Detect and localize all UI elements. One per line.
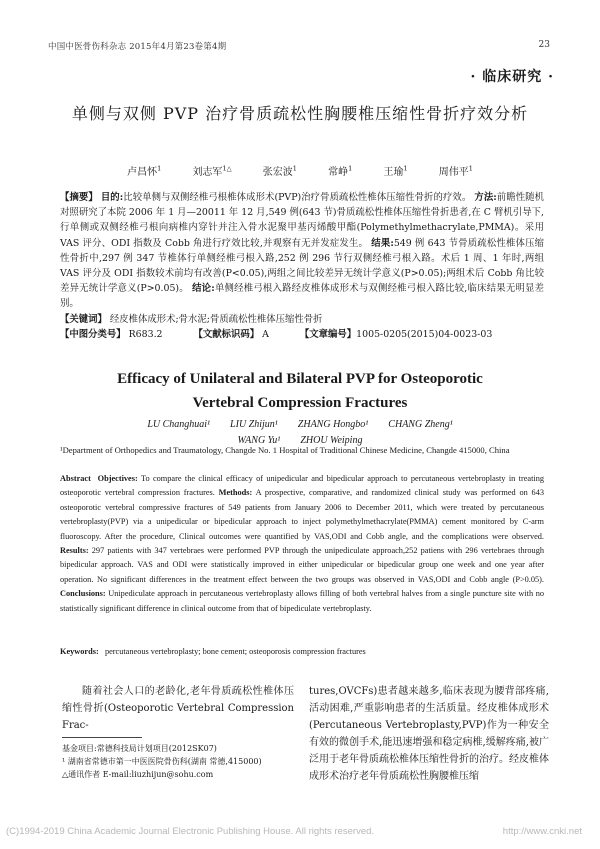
running-head: 中国中医骨伤科杂志 2015年4月第23卷第4期 xyxy=(48,42,227,52)
footnote-divider xyxy=(62,737,142,738)
cnki-link[interactable]: http://www.cnki.net xyxy=(502,826,582,837)
en-keywords: Keywords: percutaneous vertebroplasty; bone cement; osteoporosis compression fractures xyxy=(60,647,366,656)
body-column-right: tures,OVCFs)患者越来越多,临床表现为腰背部疼痛,活动困难,严重影响患者的生活质量。经皮椎体成形术(Percutaneous Vertebroplasty,PVP)作为一种安全有效的微创手术,能迅速增强和稳定病椎,缓解疼痛,被广泛用于老年骨质疏松椎体压缩性骨折的治疗。经皮椎体成形术治疗老年骨质疏松性胸腰椎压缩 xyxy=(309,686,549,782)
en-authors: LU Changhuai¹ LIU Zhijun¹ ZHANG Hongbo¹ CHANG Zheng¹ WANG Yu¹ ZHOU Weiping xyxy=(147,419,453,446)
cn-keywords: 【关键词】 经皮椎体成形术;骨水泥;骨质疏松性椎体压缩性骨折 xyxy=(60,313,323,325)
author: 王瑜$^1$ xyxy=(383,164,408,178)
page-number: 23 xyxy=(538,40,550,50)
en-title: Efficacy of Unilateral and Bilateral PVP for Osteoporotic Vertebral Compression Fractures xyxy=(117,371,483,411)
body-column-left: 随着社会人口的老龄化,老年骨质疏松性椎体压缩性骨折(Osteoporotic Vertebral Compression Frac- xyxy=(62,686,294,731)
footnotes: 基金项目:常德科技局计划项目(2012SK07) ¹ 湖南省常德市第一中医医院骨伤科(湖南 常德,415000) △通讯作者 E-mail:liuzhijun@sohu.com xyxy=(62,744,262,779)
author: 卢昌怀$^1$ xyxy=(127,164,162,178)
author: 张宏波$^1$ xyxy=(262,164,297,178)
affiliation: ¹Department of Orthopedics and Traumatology, Changde No. 1 Hospital of Traditional Chinese Medicine, Changde 415000, China xyxy=(60,445,510,455)
cn-abstract-body: 【摘要】 目的:比较单侧与双侧经椎弓根椎体成形术(PVP)治疗骨质疏松性椎体压缩性骨折的疗效。 方法:前瞻性随机对照研究了本院 2006 年 1 月—20011 年 12 月,549 例(643 节)骨质疏松性椎体压缩性骨折患者,在 C 臂机引导下,行单侧或双侧经椎弓根向病椎内穿针并注入骨水泥聚甲基丙烯酸甲酯(Polymethylmethacrylate,PMMA)。采用 VAS 评分、ODI 指数及 Cobb 角进行疗效比较,并观察有无并发症发生。 结果:549 例 643 节骨质疏松性椎体压缩性骨折中,297 例 347 节椎体行单侧经椎弓根入路,252 例 296 节行双侧经椎弓根入路。术后 1 周、1 年时,两组 VAS 评分及 ODI 指数较术前均有改善(P<0.05),两组之间比较差异无统计学意义(P>0.05);两组术后 Cobb 角比较差异无统计学意义(P>0.05)。 结论:单侧经椎弓根入路经皮椎体成形术与双侧经椎弓根入路比较,临床结果无明显差别。 xyxy=(60,192,545,310)
cn-abstract xyxy=(60,190,544,342)
author: 常峥$^1$ xyxy=(328,164,353,178)
author: 刘志军$^{1\triangle}$ xyxy=(192,164,232,178)
section-tag: · 临床研究 · xyxy=(470,69,554,85)
classification-line: 【中图分类号】 R683.2 【文献标识码】 A 【文章编号】1005-0205(2015)04-0023-03 xyxy=(60,328,493,340)
cn-title: 单侧与双侧 PVP 治疗骨质疏松性胸腰椎压缩性骨折疗效分析 xyxy=(71,104,529,123)
author: 周伟平$^1$ xyxy=(438,164,473,178)
cn-authors xyxy=(0,163,600,178)
en-abstract: Abstract Objectives: To compare the clinical efficacy of unipedicular and bipedicular approach to percutaneous vertebroplasty in treating osteoporotic vertebral compression fractures. Methods: A prospective, comparative, and randomized clinical study was performed on 643 osteoporotic vertebral compressive fractures of 549 patients from January 2006 to December 2011, which were treated by percutaneous vertebroplasty(PVP) via a unipedicular or bipedicular approach to inject polymethylmethacrylate(PMMA) cement monitored by C-arm fluoroscopy. After the procedure, Clinical outcomes were quantified by VAS,ODI and Cobb angle, and the complications were observed. Results: 297 patients with 347 vertebraes were performed PVP through the unipediculate approach,252 patiens with 296 vertebraes through bipedicular approach. VAS and ODI were statistically improved in either unipedicular or bipedicular group one week and one year after operation. No significant differences in the treatment effect between the two groups was observed in VAS,ODI and Cobb angle (P>0.05). Conclusions: Unipediculate approach in percutaneous vertebroplasty allows filling of both vertebral halves from a single puncture site with no statistically significant difference in clinical outcome from that of bipediculate vertebroplasty. xyxy=(60,474,544,613)
